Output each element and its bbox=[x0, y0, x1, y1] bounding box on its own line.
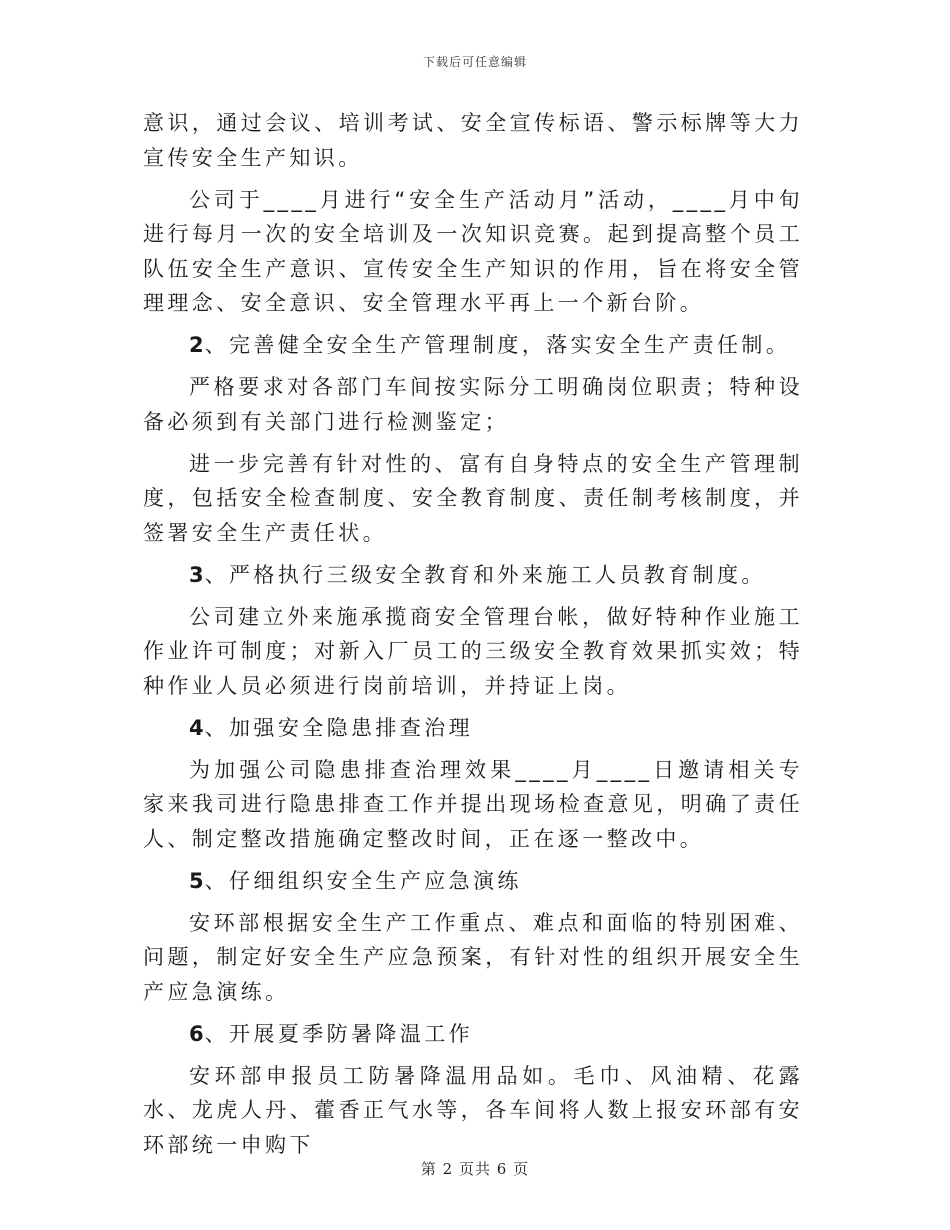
paragraph-1: 意识，通过会议、培训考试、安全宣传标语、警示标牌等大力宣传安全生产知识。 bbox=[143, 111, 803, 170]
section-heading-6 bbox=[143, 1017, 803, 1052]
section-number: 5 bbox=[189, 868, 205, 893]
paragraph-2: 公司于____月进行“安全生产活动月”活动，____月中旬进行每月一次的安全培训及一次知识竞赛。起到提高整个员工队伍安全生产意识、宣传安全生产知识的作用，旨在将安全管理理念、安全意识、安全管理水平再上一个新台阶。 bbox=[143, 187, 803, 315]
paragraph-8: 安环部申报员工防暑降温用品如。毛巾、风油精、花露水、龙虎人丹、藿香正气水等，各车间将人数上报安环部有安环部统一申购下 bbox=[143, 1063, 803, 1157]
section-heading-3 bbox=[143, 558, 803, 593]
paragraph-3: 严格要求对各部门车间按实际分工明确岗位职责；特种设备必须到有关部门进行检测鉴定； bbox=[143, 375, 803, 434]
section-number: 4 bbox=[189, 715, 205, 740]
document-body bbox=[143, 106, 803, 1162]
section-title: 、加强安全隐患排查治理 bbox=[204, 715, 474, 740]
section-number: 6 bbox=[189, 1021, 205, 1046]
section-number: 2 bbox=[189, 333, 205, 357]
section-title: 、开展夏季防暑降温工作 bbox=[204, 1021, 474, 1046]
paragraph-4: 进一步完善有针对性的、富有自身特点的安全生产管理制度，包括安全检查制度、安全教育制度、责任制考核制度，并签署安全生产责任状。 bbox=[143, 451, 803, 545]
paragraph-5: 公司建立外来施承揽商安全管理台帐，做好特种作业施工作业许可制度；对新入厂员工的三级安全教育效果抓实效；特种作业人员必须进行岗前培训，并持证上岗。 bbox=[143, 604, 803, 698]
paragraph-7: 安环部根据安全生产工作重点、难点和面临的特别困难、问题，制定好安全生产应急预案，有针对性的组织开展安全生产应急演练。 bbox=[143, 910, 803, 1004]
paragraph-6: 为加强公司隐患排查治理效果____月____日邀请相关专家来我司进行隐患排查工作并提出现场检查意见，明确了责任人、制定整改措施确定整改时间，正在逐一整改中。 bbox=[143, 757, 803, 851]
section-title: 、仔细组织安全生产应急演练 bbox=[204, 868, 522, 893]
section-heading-4 bbox=[143, 711, 803, 746]
page-footer: 第 2 页共 6 页 bbox=[420, 1160, 530, 1178]
section-number: 3 bbox=[189, 562, 205, 587]
page-header: 下载后可任意编辑 bbox=[422, 55, 527, 69]
section-title: 、严格执行三级安全教育和外来施工人员教育制度。 bbox=[204, 562, 766, 587]
section-heading-2 bbox=[143, 328, 803, 363]
section-title: 、完善健全安全生产管理制度，落实安全生产责任制。 bbox=[204, 333, 791, 357]
section-heading-5 bbox=[143, 864, 803, 899]
